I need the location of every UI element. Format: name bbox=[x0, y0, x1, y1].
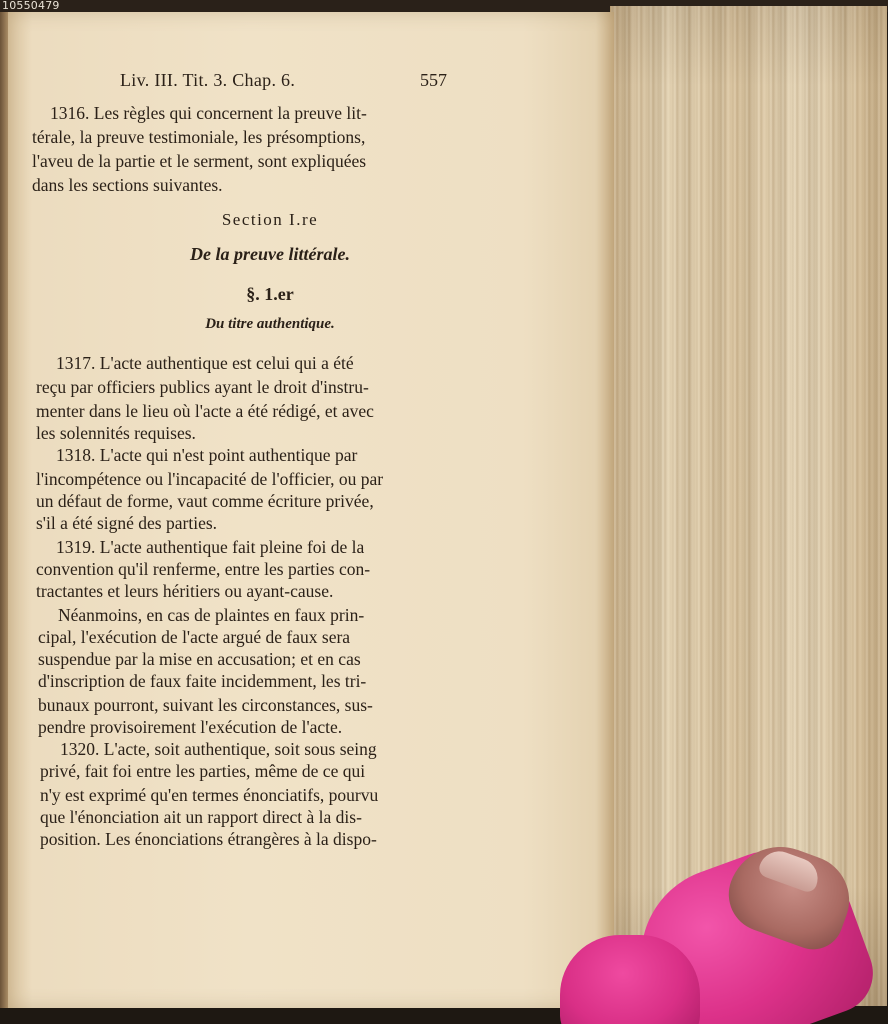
text-line: cipal, l'exécution de l'acte argué de faux sera bbox=[38, 627, 351, 647]
text-line: 1317. L'acte authentique est celui qui a été bbox=[56, 353, 354, 373]
text-line: dans les sections suivantes. bbox=[32, 175, 223, 195]
text-line: suspendue par la mise en accusation; et en cas bbox=[38, 649, 361, 669]
section-subtitle: De la preuve littérale. bbox=[190, 244, 350, 264]
text-line: 1318. L'acte qui n'est point authentique par bbox=[56, 445, 358, 465]
text-line: térale, la preuve testimoniale, les présomptions, bbox=[32, 127, 366, 147]
text-line: convention qu'il renferme, entre les parties con- bbox=[36, 559, 371, 579]
text-line: bunaux pourront, suivant les circonstances, sus- bbox=[38, 695, 373, 715]
section-heading: Section I.re bbox=[221, 210, 319, 229]
text-line: 1320. L'acte, soit authentique, soit sous seing bbox=[60, 739, 377, 759]
text-line: pendre provisoirement l'exécution de l'acte. bbox=[38, 717, 343, 737]
text-line: un défaut de forme, vaut comme écriture privée, bbox=[36, 491, 374, 511]
text-line: reçu par officiers publics ayant le droit d'instru- bbox=[36, 377, 369, 397]
text-line: 1316. Les règles qui concernent la preuve lit- bbox=[50, 103, 367, 123]
text-line: menter dans le lieu où l'acte a été rédigé, et avec bbox=[36, 401, 374, 421]
text-line: l'aveu de la partie et le serment, sont expliquées bbox=[32, 151, 367, 171]
text-line: privé, fait foi entre les parties, même de ce qui bbox=[40, 761, 366, 781]
running-head: Liv. III. Tit. 3. Chap. 6. bbox=[120, 70, 296, 90]
text-line: Néanmoins, en cas de plaintes en faux prin- bbox=[58, 605, 365, 625]
text-line: les solennités requises. bbox=[36, 423, 196, 443]
text-line: 1319. L'acte authentique fait pleine foi de la bbox=[56, 537, 365, 557]
scan-id-label: 10550479 bbox=[2, 0, 60, 12]
text-line: position. Les énonciations étrangères à la dispo- bbox=[40, 829, 377, 849]
text-line: tractantes et leurs héritiers ou ayant-cause. bbox=[36, 581, 334, 601]
paragraph-mark: §. 1.er bbox=[246, 284, 294, 304]
text-line: que l'énonciation ait un rapport direct à la dis- bbox=[40, 807, 362, 827]
text-line: l'incompétence ou l'incapacité de l'officier, ou par bbox=[36, 469, 384, 489]
page-number: 557 bbox=[420, 70, 447, 90]
text-line: s'il a été signé des parties. bbox=[36, 513, 218, 533]
subsection-title: Du titre authentique. bbox=[205, 316, 335, 332]
text-line: d'inscription de faux faite incidemment, les tri- bbox=[38, 671, 367, 691]
text-line: n'y est exprimé qu'en termes énonciatifs, pourvu bbox=[40, 785, 379, 805]
